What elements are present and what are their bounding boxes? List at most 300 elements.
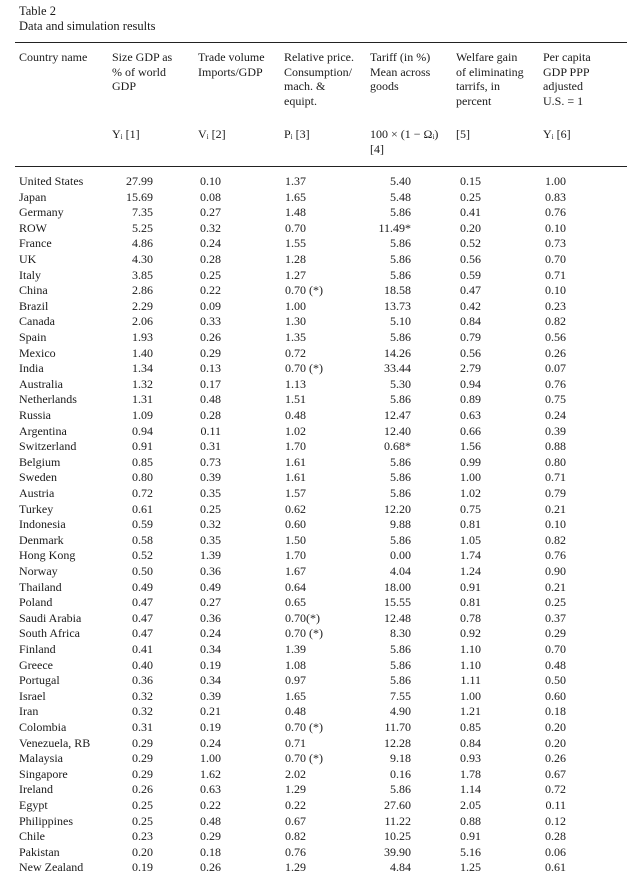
value-cell: 5.25	[132, 220, 153, 235]
value-cell: 1.40	[132, 345, 153, 360]
value-cell: 1.55	[285, 236, 306, 251]
value-cell: 0.20	[460, 220, 481, 235]
value-cell: 0.76	[545, 548, 566, 563]
value-cell: 2.06	[132, 314, 153, 329]
value-cell: 1.65	[285, 688, 306, 703]
value-cell: 0.67	[545, 766, 566, 781]
country-name-cell: Colombia	[19, 720, 67, 734]
country-name-cell: Malaysia	[19, 751, 63, 766]
value-cell: 1.56	[460, 439, 481, 454]
value-cell: 0.31	[132, 720, 153, 734]
table-row	[0, 330, 638, 346]
value-cell: 11.49*	[378, 220, 411, 235]
table-row	[0, 673, 638, 689]
value-cell: 0.48	[200, 813, 221, 828]
table-row	[0, 346, 638, 362]
value-cell: 0.71	[545, 267, 566, 282]
header-welfare-gain: Welfare gain of eliminating tarrifs, in percent	[456, 50, 524, 108]
value-cell: 0.61	[545, 860, 566, 875]
value-cell: 0.70	[285, 220, 306, 235]
header-gdp-size: Size GDP as % of world GDP	[112, 50, 173, 93]
value-cell: 1.00	[285, 298, 306, 313]
value-cell: 1.29	[285, 860, 306, 875]
value-cell: 0.71	[545, 470, 566, 485]
value-cell: 0.13	[200, 361, 221, 376]
country-name-cell: Poland	[19, 595, 53, 610]
value-cell: 4.04	[390, 564, 411, 578]
value-cell: 0.61	[132, 501, 153, 516]
value-cell: 14.26	[384, 345, 411, 360]
value-cell: 0.59	[132, 517, 153, 532]
value-cell: 0.32	[200, 517, 221, 532]
value-cell: 0.24	[200, 735, 221, 750]
table-row	[0, 782, 638, 798]
value-cell: 0.92	[460, 626, 481, 641]
table-row	[0, 642, 638, 658]
value-cell: 0.22	[200, 798, 221, 812]
value-cell: 1.31	[132, 392, 153, 407]
value-cell: 0.52	[132, 548, 153, 563]
value-cell: 0.22	[200, 283, 221, 298]
table-row	[0, 533, 638, 549]
value-cell: 10.25	[384, 829, 411, 844]
value-cell: 0.00	[390, 548, 411, 563]
table-row	[0, 392, 638, 408]
value-cell: 0.48	[200, 392, 221, 407]
value-cell: 0.39	[200, 470, 221, 485]
value-cell: 0.08	[200, 189, 221, 204]
value-cell: 0.70	[545, 642, 566, 656]
value-cell: 0.76	[545, 205, 566, 220]
value-cell: 1.27	[285, 267, 306, 282]
table-row	[0, 455, 638, 471]
value-cell: 0.70(*)	[285, 610, 320, 625]
table-row	[0, 626, 638, 642]
value-cell: 1.34	[132, 361, 153, 376]
value-cell: 5.40	[390, 174, 411, 188]
country-name-cell: Egypt	[19, 798, 48, 812]
value-cell: 0.20	[132, 844, 153, 859]
value-cell: 0.49	[132, 579, 153, 594]
header-trade-volume: Trade volume Imports/GDP	[198, 50, 265, 79]
value-cell: 33.44	[384, 361, 411, 376]
country-name-cell: Japan	[19, 189, 47, 204]
value-cell: 0.70	[545, 252, 566, 266]
value-cell: 0.82	[545, 532, 566, 547]
value-cell: 0.56	[460, 345, 481, 360]
value-cell: 5.86	[390, 454, 411, 469]
table-row	[0, 268, 638, 284]
value-cell: 0.97	[285, 673, 306, 688]
value-cell: 0.07	[545, 361, 566, 376]
value-cell: 0.80	[545, 454, 566, 469]
value-cell: 1.25	[460, 860, 481, 875]
value-cell: 0.82	[285, 829, 306, 844]
value-cell: 0.17	[200, 376, 221, 391]
value-cell: 18.00	[384, 579, 411, 594]
value-cell: 0.80	[132, 470, 153, 485]
value-cell: 1.24	[460, 564, 481, 578]
value-cell: 11.22	[384, 813, 411, 828]
value-cell: 0.85	[132, 454, 153, 469]
value-cell: 1.48	[285, 205, 306, 220]
symbol-tariff: 100 × (1 − Ωᵢ) [4]	[370, 127, 439, 156]
value-cell: 15.55	[384, 595, 411, 610]
value-cell: 0.31	[200, 439, 221, 454]
table-row	[0, 236, 638, 252]
country-name-cell: Brazil	[19, 298, 49, 313]
value-cell: 0.29	[200, 345, 221, 360]
value-cell: 0.16	[390, 766, 411, 781]
country-name-cell: Germany	[19, 205, 64, 220]
country-name-cell: Singapore	[19, 766, 68, 781]
value-cell: 1.61	[285, 470, 306, 485]
value-cell: 0.72	[545, 782, 566, 797]
value-cell: 1.65	[285, 189, 306, 204]
value-cell: 0.63	[200, 782, 221, 797]
country-name-cell: Greece	[19, 657, 53, 672]
value-cell: 0.11	[545, 798, 566, 812]
value-cell: 0.34	[200, 642, 221, 656]
table-row	[0, 548, 638, 564]
value-cell: 1.09	[132, 408, 153, 422]
country-name-cell: Netherlands	[19, 392, 77, 407]
value-cell: 0.49	[200, 579, 221, 594]
value-cell: 1.67	[285, 564, 306, 578]
value-cell: 5.86	[390, 532, 411, 547]
value-cell: 0.48	[285, 408, 306, 422]
value-cell: 1.30	[285, 314, 306, 329]
value-cell: 0.81	[460, 595, 481, 610]
value-cell: 4.90	[390, 704, 411, 719]
value-cell: 4.86	[132, 236, 153, 251]
value-cell: 1.00	[200, 751, 221, 766]
value-cell: 0.09	[200, 298, 221, 313]
table-row	[0, 299, 638, 315]
symbol-welfare-gain: [5]	[456, 127, 470, 141]
value-cell: 12.48	[384, 610, 411, 625]
value-cell: 0.34	[200, 673, 221, 688]
value-cell: 1.11	[460, 673, 481, 688]
value-cell: 7.35	[132, 205, 153, 220]
value-cell: 0.24	[545, 408, 566, 422]
value-cell: 0.27	[200, 205, 221, 220]
value-cell: 0.75	[545, 392, 566, 407]
value-cell: 2.02	[285, 766, 306, 781]
value-cell: 0.26	[200, 330, 221, 344]
table-row	[0, 720, 638, 736]
country-name-cell: Australia	[19, 376, 63, 391]
value-cell: 5.86	[390, 486, 411, 500]
value-cell: 0.84	[460, 314, 481, 329]
value-cell: 0.33	[200, 314, 221, 329]
value-cell: 0.56	[545, 330, 566, 344]
value-cell: 0.78	[460, 610, 481, 625]
table-row	[0, 829, 638, 845]
value-cell: 0.29	[132, 751, 153, 766]
value-cell: 1.50	[285, 532, 306, 547]
value-cell: 0.29	[132, 766, 153, 781]
value-cell: 0.11	[200, 423, 221, 438]
value-cell: 1.70	[285, 439, 306, 454]
value-cell: 15.69	[126, 189, 153, 204]
value-cell: 0.39	[545, 423, 566, 438]
value-cell: 5.86	[390, 392, 411, 407]
country-name-cell: Sweden	[19, 470, 57, 485]
value-cell: 0.10	[545, 517, 566, 532]
value-cell: 9.88	[390, 517, 411, 532]
value-cell: 0.21	[545, 579, 566, 594]
value-cell: 5.86	[390, 673, 411, 688]
country-name-cell: Venezuela, RB	[19, 735, 91, 750]
country-name-cell: Ireland	[19, 782, 53, 797]
value-cell: 0.40	[132, 657, 153, 672]
value-cell: 0.65	[285, 595, 306, 610]
table-row	[0, 361, 638, 377]
header-per-capita-gdp: Per capita GDP PPP adjusted U.S. = 1	[543, 50, 591, 108]
table-row	[0, 221, 638, 237]
country-name-cell: South Africa	[19, 626, 80, 641]
value-cell: 0.71	[285, 735, 306, 750]
value-cell: 0.73	[200, 454, 221, 469]
value-cell: 13.73	[384, 298, 411, 313]
value-cell: 5.86	[390, 470, 411, 485]
value-cell: 0.36	[132, 673, 153, 688]
value-cell: 0.50	[132, 564, 153, 578]
table-row	[0, 658, 638, 674]
value-cell: 5.86	[390, 782, 411, 797]
value-cell: 1.02	[460, 486, 481, 500]
value-cell: 0.39	[200, 688, 221, 703]
symbol-trade-volume: Vᵢ [2]	[198, 127, 226, 141]
value-cell: 1.70	[285, 548, 306, 563]
value-cell: 0.56	[460, 252, 481, 266]
value-cell: 1.51	[285, 392, 306, 407]
table-row	[0, 470, 638, 486]
country-name-cell: Canada	[19, 314, 55, 329]
value-cell: 0.21	[200, 704, 221, 719]
value-cell: 0.99	[460, 454, 481, 469]
table-row	[0, 174, 638, 190]
value-cell: 1.05	[460, 532, 481, 547]
value-cell: 0.32	[200, 220, 221, 235]
country-name-cell: Indonesia	[19, 517, 66, 532]
value-cell: 1.00	[460, 688, 481, 703]
value-cell: 1.37	[285, 174, 306, 188]
country-name-cell: Israel	[19, 688, 46, 703]
value-cell: 0.79	[545, 486, 566, 500]
table-row	[0, 704, 638, 720]
country-name-cell: Switzerland	[19, 439, 77, 454]
value-cell: 5.16	[460, 844, 481, 859]
country-name-cell: Italy	[19, 267, 41, 282]
value-cell: 0.72	[285, 345, 306, 360]
value-cell: 0.82	[545, 314, 566, 329]
symbol-per-capita-gdp: Yᵢ [6]	[543, 127, 571, 141]
value-cell: 0.48	[285, 704, 306, 719]
value-cell: 12.28	[384, 735, 411, 750]
value-cell: 0.91	[460, 579, 481, 594]
value-cell: 0.20	[545, 735, 566, 750]
value-cell: 0.37	[545, 610, 566, 625]
value-cell: 9.18	[390, 751, 411, 766]
value-cell: 3.85	[132, 267, 153, 282]
table-row	[0, 595, 638, 611]
value-cell: 1.08	[285, 657, 306, 672]
value-cell: 0.23	[545, 298, 566, 313]
value-cell: 0.79	[460, 330, 481, 344]
table-row	[0, 767, 638, 783]
country-name-cell: Finland	[19, 642, 56, 656]
value-cell: 1.00	[460, 470, 481, 485]
value-cell: 1.62	[200, 766, 221, 781]
value-cell: 0.19	[200, 720, 221, 734]
table-row	[0, 424, 638, 440]
header-country-name: Country name	[19, 50, 88, 64]
country-name-cell: Thailand	[19, 579, 62, 594]
value-cell: 0.48	[545, 657, 566, 672]
value-cell: 0.19	[132, 860, 153, 875]
value-cell: 0.88	[460, 813, 481, 828]
value-cell: 0.21	[545, 501, 566, 516]
value-cell: 0.70 (*)	[285, 751, 323, 766]
value-cell: 0.52	[460, 236, 481, 251]
country-name-cell: Chile	[19, 829, 45, 844]
value-cell: 0.10	[545, 283, 566, 298]
value-cell: 0.24	[200, 236, 221, 251]
value-cell: 0.94	[132, 423, 153, 438]
value-cell: 27.60	[384, 798, 411, 812]
value-cell: 0.15	[460, 174, 481, 188]
country-name-cell: Saudi Arabia	[19, 610, 82, 625]
table-row	[0, 486, 638, 502]
value-cell: 0.12	[545, 813, 566, 828]
value-cell: 5.86	[390, 657, 411, 672]
value-cell: 0.36	[200, 610, 221, 625]
country-name-cell: New Zealand	[19, 860, 84, 875]
value-cell: 2.86	[132, 283, 153, 298]
value-cell: 0.26	[545, 751, 566, 766]
table-label: Table 2	[19, 4, 56, 18]
top-rule	[15, 42, 627, 43]
value-cell: 5.86	[390, 642, 411, 656]
table-title: Data and simulation results	[19, 19, 156, 33]
value-cell: 0.60	[285, 517, 306, 532]
value-cell: 0.76	[285, 844, 306, 859]
value-cell: 0.41	[460, 205, 481, 220]
value-cell: 0.06	[545, 844, 566, 859]
value-cell: 0.32	[132, 704, 153, 719]
value-cell: 0.29	[132, 735, 153, 750]
country-name-cell: UK	[19, 252, 37, 266]
value-cell: 0.25	[200, 267, 221, 282]
table-row	[0, 580, 638, 596]
value-cell: 0.29	[200, 829, 221, 844]
value-cell: 0.35	[200, 486, 221, 500]
value-cell: 5.86	[390, 236, 411, 251]
country-name-cell: ROW	[19, 220, 47, 235]
value-cell: 5.10	[390, 314, 411, 329]
table-row	[0, 798, 638, 814]
country-name-cell: Portugal	[19, 673, 60, 688]
table-row	[0, 502, 638, 518]
value-cell: 0.47	[132, 626, 153, 641]
value-cell: 0.91	[460, 829, 481, 844]
value-cell: 0.70 (*)	[285, 361, 323, 376]
table-row	[0, 408, 638, 424]
country-name-cell: Iran	[19, 704, 39, 719]
value-cell: 0.72	[132, 486, 153, 500]
value-cell: 1.35	[285, 330, 306, 344]
value-cell: 2.05	[460, 798, 481, 812]
value-cell: 18.58	[384, 283, 411, 298]
header-tariff: Tariff (in %) Mean across goods	[370, 50, 431, 93]
country-name-cell: China	[19, 283, 48, 298]
value-cell: 0.84	[460, 735, 481, 750]
value-cell: 0.76	[545, 376, 566, 391]
value-cell: 1.39	[285, 642, 306, 656]
value-cell: 0.47	[460, 283, 481, 298]
table-row	[0, 845, 638, 861]
value-cell: 0.93	[460, 751, 481, 766]
value-cell: 0.75	[460, 501, 481, 516]
value-cell: 0.59	[460, 267, 481, 282]
value-cell: 1.10	[460, 657, 481, 672]
value-cell: 12.20	[384, 501, 411, 516]
country-name-cell: Argentina	[19, 423, 67, 438]
country-name-cell: France	[19, 236, 52, 251]
table-row	[0, 611, 638, 627]
value-cell: 12.47	[384, 408, 411, 422]
value-cell: 1.00	[545, 174, 566, 188]
value-cell: 0.18	[200, 844, 221, 859]
value-cell: 0.20	[545, 720, 566, 734]
table-row	[0, 689, 638, 705]
value-cell: 0.73	[545, 236, 566, 251]
value-cell: 0.19	[200, 657, 221, 672]
value-cell: 0.66	[460, 423, 481, 438]
value-cell: 0.27	[200, 595, 221, 610]
value-cell: 39.90	[384, 844, 411, 859]
value-cell: 12.40	[384, 423, 411, 438]
value-cell: 0.29	[545, 626, 566, 641]
value-cell: 27.99	[126, 174, 153, 188]
value-cell: 0.28	[200, 252, 221, 266]
value-cell: 1.32	[132, 376, 153, 391]
value-cell: 0.64	[285, 579, 306, 594]
value-cell: 1.10	[460, 642, 481, 656]
value-cell: 2.79	[460, 361, 481, 376]
table-row	[0, 564, 638, 580]
value-cell: 0.47	[132, 610, 153, 625]
header-relative-price: Relative price. Consumption/ mach. & equipt.	[284, 50, 354, 108]
value-cell: 0.22	[285, 798, 306, 812]
value-cell: 0.10	[545, 220, 566, 235]
value-cell: 0.89	[460, 392, 481, 407]
country-name-cell: United States	[19, 174, 84, 188]
value-cell: 4.30	[132, 252, 153, 266]
value-cell: 0.62	[285, 501, 306, 516]
country-name-cell: Norway	[19, 564, 58, 578]
value-cell: 0.41	[132, 642, 153, 656]
value-cell: 0.85	[460, 720, 481, 734]
country-name-cell: Russia	[19, 408, 52, 422]
table-row	[0, 860, 638, 876]
value-cell: 1.21	[460, 704, 481, 719]
value-cell: 8.30	[390, 626, 411, 641]
value-cell: 1.78	[460, 766, 481, 781]
value-cell: 0.25	[132, 798, 153, 812]
